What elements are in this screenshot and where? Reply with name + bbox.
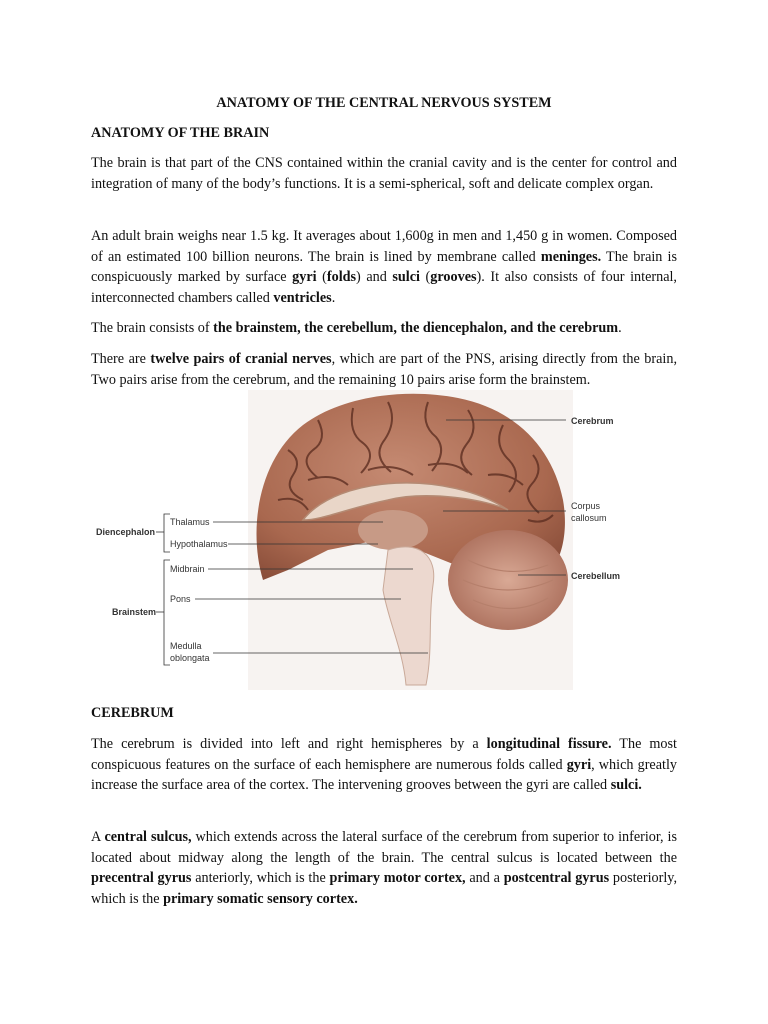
label-pons: Pons [170, 594, 191, 604]
label-brainstem: Brainstem [112, 607, 157, 617]
paragraph-central-sulcus: A central sulcus, which extends across the lateral surface of the cerebrum from superior to inferior, is located about midway along the length of the brain. The central sulcus is located between the precentral gyrus anteriorly, which is the primary motor cortex, and a postcentral gyrus posteriorly, which is the primary somatic sensory cortex. [91, 829, 678, 907]
label-thalamus: Thalamus [170, 517, 210, 527]
label-corpus: Corpus [571, 501, 601, 511]
label-oblongata: oblongata [170, 653, 210, 663]
brain-sagittal-figure [88, 390, 648, 695]
label-medulla: Medulla [170, 641, 202, 651]
label-midbrain: Midbrain [170, 564, 205, 574]
section-heading-cerebrum: CEREBRUM [91, 705, 174, 721]
label-cerebrum: Cerebrum [571, 416, 614, 426]
paragraph-brain-parts: The brain consists of the brainstem, the cerebellum, the diencephalon, and the cerebrum. [91, 320, 622, 336]
paragraph-brain-intro: The brain is that part of the CNS contained within the cranial cavity and is the center for control and integration of many of the body’s functions. It is a semi-spherical, soft and delicate complex organ. [91, 155, 677, 192]
paragraph-cerebrum-hemispheres: The cerebrum is divided into left and right hemispheres by a longitudinal fissure. The most conspicuous features on the surface of each hemisphere are numerous folds called gyri, which greatly increase the surface area of the cortex. The intervening grooves between the gyri are called sulci. [91, 736, 677, 794]
label-cerebellum: Cerebellum [571, 571, 621, 581]
cerebellum-shape [448, 530, 568, 630]
paragraph-cranial-nerves: There are twelve pairs of cranial nerves, which are part of the PNS, arising directly from the brain, Two pairs arise from the cerebrum, and the remaining 10 pairs arise form the brainstem. [91, 351, 677, 388]
label-diencephalon: Diencephalon [96, 527, 156, 537]
paragraph-brain-weight: An adult brain weighs near 1.5 kg. It averages about 1,600g in men and 1,450 g in women. Composed of an estimated 100 billion neurons. The brain is lined by membrane called meninges. The brain is conspicuously marked by surface gyri (folds) and sulci (grooves). It also consists of four internal, interconnected chambers called ventricles. [91, 228, 677, 306]
document-title: ANATOMY OF THE CENTRAL NERVOUS SYSTEM [216, 95, 552, 111]
label-callosum: callosum [571, 513, 607, 523]
label-hypothalamus: Hypothalamus [170, 539, 228, 549]
section-heading-brain: ANATOMY OF THE BRAIN [91, 125, 270, 141]
